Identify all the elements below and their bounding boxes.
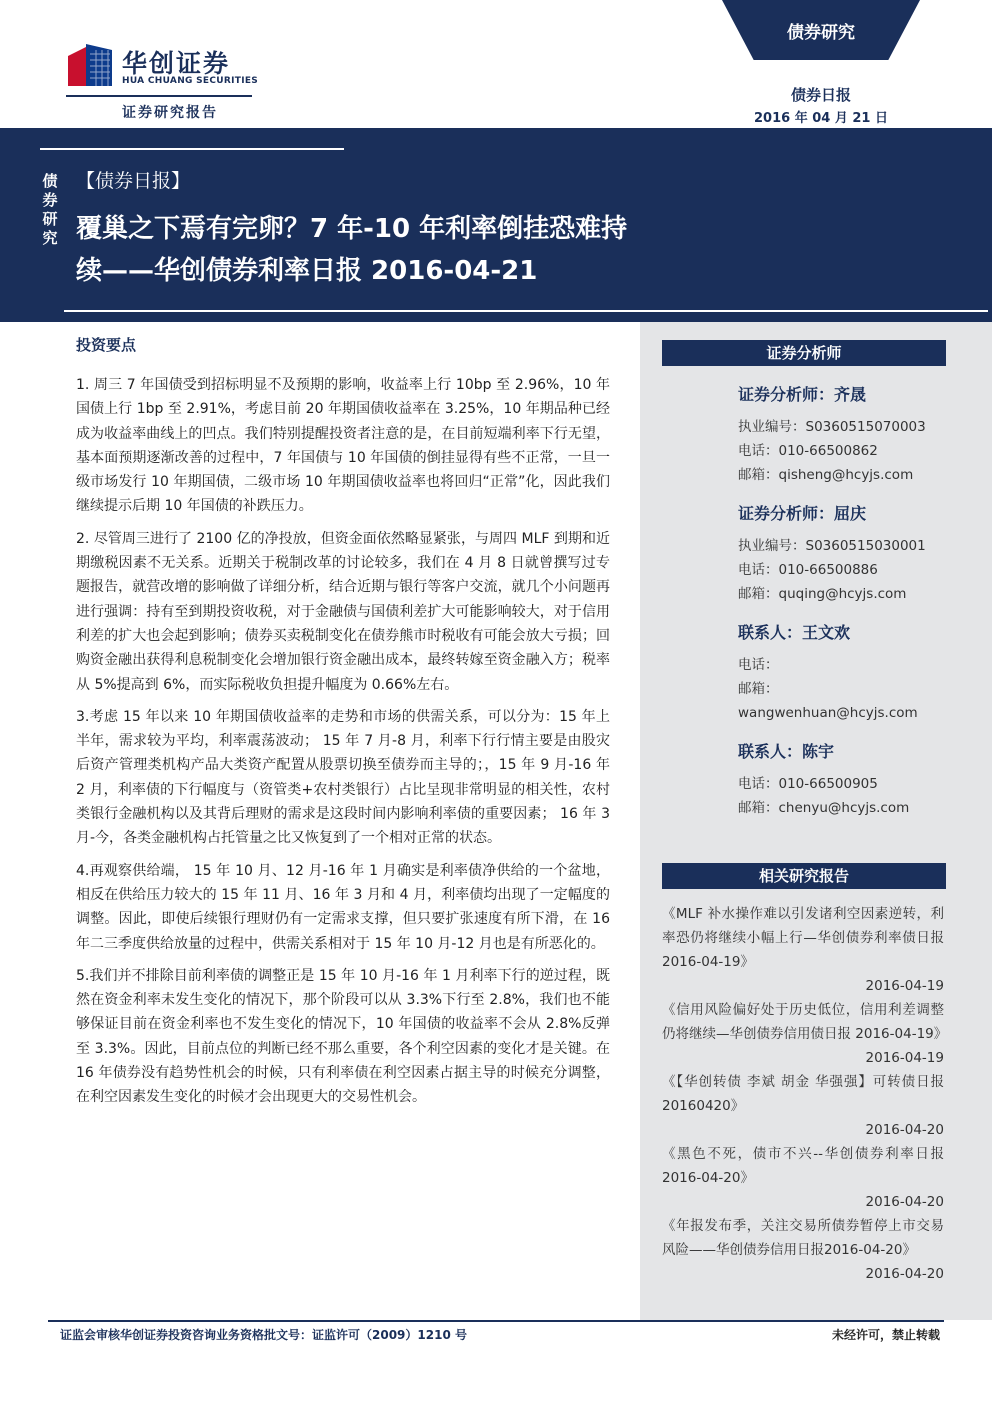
- related-report-item[interactable]: [662, 1070, 944, 1142]
- vertical-char: 券: [42, 191, 58, 209]
- contact-card: [738, 739, 978, 820]
- contact-line: 邮箱：quqing@hcyjs.com: [738, 586, 907, 602]
- contact-line: 邮箱：: [738, 681, 779, 697]
- contact-line: 电话：010-66500886: [738, 562, 878, 578]
- related-report-title: 《信用风险偏好处于历史低位，信用利差调整仍将继续—华创债券信用债日报 2016-04-19》: [662, 1002, 948, 1042]
- report-date: 2016 年 04 月 21 日: [754, 111, 888, 126]
- logo-divider: [66, 95, 252, 97]
- related-report-date: 2016-04-20: [865, 1266, 944, 1282]
- related-report-title: 《黑色不死，债市不兴--华创债券利率日报 2016-04-20》: [662, 1146, 944, 1186]
- contact-card: [738, 382, 978, 487]
- analysts-heading-bar: 证券分析师: [662, 340, 946, 366]
- related-report-item[interactable]: [662, 998, 948, 1070]
- related-report-date: 2016-04-19: [865, 978, 944, 994]
- related-report-date: 2016-04-20: [865, 1122, 944, 1138]
- contact-line: 邮箱：qisheng@hcyjs.com: [738, 467, 914, 483]
- contact-name: 证券分析师：齐晟: [738, 385, 867, 404]
- related-reports-heading-bar: 相关研究报告: [662, 863, 946, 889]
- related-report-item[interactable]: [662, 1142, 944, 1214]
- contact-card: [738, 501, 978, 606]
- related-reports-list: [662, 902, 948, 1286]
- logo-text-en: HUA CHUANG SECURITIES: [122, 76, 259, 86]
- regulatory-notice: 证监会审核华创证券投资咨询业务资格批文号：证监许可（2009）1210 号: [60, 1328, 467, 1342]
- related-report-title: 《MLF 补水操作难以引发诸利空因素逆转，利率恐仍将继续小幅上行—华创债券利率债日报 2016-04-19》: [662, 906, 944, 970]
- paragraph: 4.再观察供给端， 15 年 10 月、12 月-16 年 1 月确实是利率债净供给的一个盆地，相反在供给压力较大的 15 年 11 月、16 年 3 月和 4 月，利率债均出现了一定幅度的调整。因此，即使后续银行理财仍有一定需求支撑，但只要扩张速度有所下滑，在 16 年二三季度供给放量的过程中，供需关系相对于 15 年 10 月-12 月也是有所恶化的。: [76, 862, 610, 952]
- vertical-section-label: [40, 172, 60, 248]
- contact-line: 电话：010-66500862: [738, 443, 878, 459]
- paragraph: 3.考虑 15 年以来 10 年期国债收益率的走势和市场的供需关系，可以分为：15 年上半年，需求较为平均，利率震荡波动； 15 年 7 月-8 月，利率下行行情主要是由股灾后资产管理类机构产品大类资产配置从股票切换至债券而主导的；，15 年 9 月-16 年 2 月，利率债的下行幅度与（资管类+农村类银行）占比呈现非常明显的相关性，农村类银行金融机构以及其背后理财的需求是这段时间内影响利率债的重要因素； 16 年 3 月-今，各类金融机构占托管量之比又恢复到了一个相对正常的状态。: [76, 708, 610, 847]
- paragraph: 2. 尽管周三进行了 2100 亿的净投放，但资金面依然略显紧张，与周四 MLF 到期和近期缴税因素不无关系。近期关于税制改革的讨论较多，我们在 4 月 8 日就曾撰写过专题报告，就营改增的影响做了详细分析，结合近期与银行等客户交流，就几个小问题再进行强调：持有至到期投资收税，对于金融债与国债利差扩大可能影响较大，对于信用利差的扩大也会起到影响；债券买卖税制变化在债券熊市时税收有可能会放大亏损；回购资金融出获得利息税制变化会增加银行资金融出成本，最终转嫁至资金融入方；税率从 5%提高到 6%，而实际税收负担提升幅度为 0.66%左右。: [76, 530, 610, 693]
- related-report-title: 《【华创转债 李斌 胡金 华强强】可转债日报 20160420》: [662, 1074, 944, 1114]
- contact-line: wangwenhuan@hcyjs.com: [738, 705, 918, 721]
- paragraph: 5.我们并不排除目前利率债的调整正是 15 年 10 月-16 年 1 月利率下行的逆过程，既然在资金利率未发生变化的情况下，那个阶段可以从 3.3%下行至 2.8%，我们也不能够保证目前在资金利率也不发生变化的情况下，10 年国债的收益率不会从 2.8%反弹至 3.3%。因此，目前点位的判断已经不那么重要，各个利空因素的变化才是关键。在 16 年债券没有趋势性机会的时候，只有利率债在利空因素占据主导的时候充分调整，在利空因素发生变化的时候才会出现更大的交易性机会。: [76, 967, 610, 1106]
- copyright-notice: 未经许可，禁止转载: [831, 1328, 940, 1342]
- related-report-date: 2016-04-20: [865, 1194, 944, 1210]
- contact-line: 邮箱：chenyu@hcyjs.com: [738, 800, 910, 816]
- banner-rule-top: [40, 148, 344, 150]
- report-title: 覆巢之下焉有完卵？7 年-10 年利率倒挂恐难持续——华创债券利率日报 2016-04-21: [76, 214, 628, 286]
- related-report-date: 2016-04-19: [865, 1050, 944, 1066]
- contact-name: 证券分析师：屈庆: [738, 504, 867, 523]
- section-heading: 投资要点: [76, 336, 137, 354]
- contact-line: 执业编号：S0360515070003: [738, 419, 926, 435]
- company-logo: [66, 40, 259, 100]
- contact-name: 联系人：王文欢: [738, 623, 851, 642]
- contact-line: 执业编号：S0360515030001: [738, 538, 926, 554]
- banner-series-label: 【债券日报】: [76, 170, 191, 192]
- contact-card: [738, 620, 978, 725]
- paragraph: 1. 周三 7 年国债受到招标明显不及预期的影响，收益率上行 10bp 至 2.96%，10 年国债上行 1bp 至 2.91%，考虑目前 20 年期国债收益率在 3.25%，10 年期品种已经成为收益率曲线上的凹点。我们特别提醒投资者注意的是，在目前短端利率下行无望，基本面预期逐渐改善的过程中，7 年国债与 10 年国债的倒挂显得有些不正常，一旦一级市场发行 10 年期国债，二级市场 10 年期国债收益率也将回归“正常”化，因此我们继续提示后期 10 年国债的补跌压力。: [76, 377, 610, 515]
- report-type-label: 证券研究报告: [122, 105, 218, 121]
- analyst-contacts: [738, 382, 978, 834]
- footer-divider: [48, 1320, 944, 1322]
- report-series-label: 债券日报: [790, 86, 851, 104]
- logo-text-cn: 华创证券: [122, 49, 231, 78]
- logo-mark-icon: [66, 40, 114, 88]
- vertical-char: 债: [42, 172, 58, 190]
- vertical-char: 研: [42, 210, 58, 228]
- vertical-char: 究: [42, 229, 58, 247]
- banner-rule-bottom: [64, 310, 988, 312]
- contact-name: 联系人：陈宇: [738, 742, 835, 761]
- sidebar: [640, 322, 992, 1320]
- related-report-item[interactable]: [662, 902, 944, 998]
- category-tab-label: 债券研究: [787, 23, 855, 43]
- title-banner: [0, 128, 992, 322]
- contact-line: 电话：010-66500905: [738, 776, 878, 792]
- investment-highlights: [76, 334, 610, 1118]
- contact-line: 电话：: [738, 657, 779, 673]
- related-report-item[interactable]: [662, 1214, 944, 1286]
- related-report-title: 《年报发布季，关注交易所债券暂停上市交易风险——华创债券信用日报2016-04-20》: [662, 1218, 944, 1258]
